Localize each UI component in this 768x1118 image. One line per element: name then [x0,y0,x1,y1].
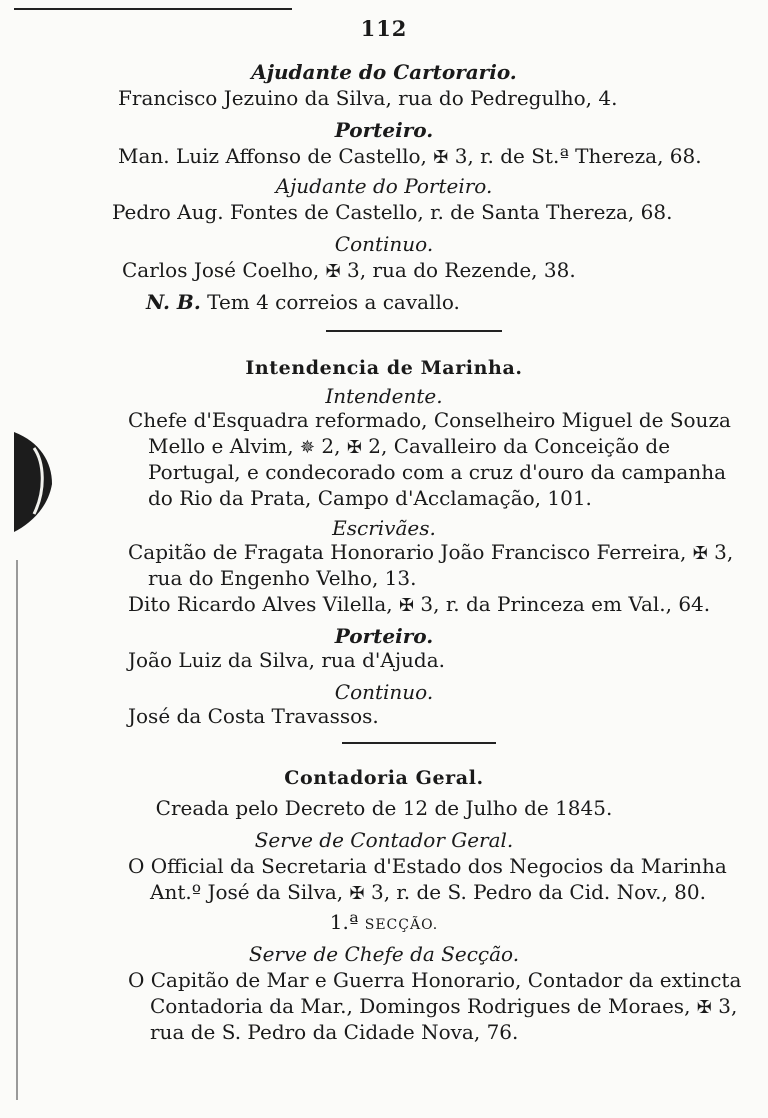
contadoria-heading: Contadoria Geral. [284,767,484,789]
ajudante-cartorario-title: Ajudante do Cartorario. [251,60,517,84]
nb-text: Tem 4 correios a cavallo. [207,290,460,314]
intendente-order-2: 2, Cavalleiro da Conceição de [368,434,671,458]
intendencia-heading: Intendencia de Marinha. [245,357,523,379]
intendencia-continuo-title: Continuo. [334,680,434,704]
intendente-name-part: Mello e Alvim, [148,434,294,458]
chefe-order: 3, [718,994,738,1018]
cross-icon: ✠ [692,543,708,564]
seccao-label: SECÇÃO. [364,917,439,933]
binding-shadow-mark [0,428,60,538]
escrivao-1-name: Capitão de Fragata Honorario João Francisco Ferreira, [128,540,687,564]
seccao-heading [0,910,768,937]
nb-label: N. B. [146,290,201,314]
intendente-order-1: 2, [321,434,341,458]
escrivao-2-name: Dito Ricardo Alves Vilella, [128,592,393,616]
binding-edge-line [16,560,18,1100]
nota-bene [146,290,460,314]
cross-icon: ✠ [696,997,712,1018]
escrivao-1-line-1 [128,540,733,566]
contador-line-2 [150,880,706,906]
ajudante-porteiro-title: Ajudante do Porteiro. [275,174,493,198]
chefe-line-1: O Capitão de Mar e Guerra Honorario, Contador da extincta [128,968,742,992]
intendente-line-2 [148,434,670,460]
chefe-seccao-title: Serve de Chefe da Secção. [248,942,520,966]
porteiro-address: 3, r. de St.ª Thereza, 68. [454,144,702,168]
top-rule [14,8,292,10]
contador-title: Serve de Contador Geral. [254,828,514,852]
escrivao-2-address: 3, r. da Princeza em Val., 64. [420,592,711,616]
porteiro-title: Porteiro. [334,118,434,142]
intendente-line-5: do Rio da Prata, Campo d'Acclamação, 101. [148,486,592,510]
continuo-title: Continuo. [334,232,434,256]
section-divider [342,742,496,744]
cross-icon: ✠ [346,437,362,458]
porteiro-entry [118,144,702,170]
seccao-number: 1.ª [329,910,359,934]
escrivao-1-line-2: rua do Engenho Velho, 13. [148,566,417,590]
page-number: 112 [360,16,408,41]
intendente-line-1: Chefe d'Esquadra reformado, Conselheiro Miguel de Souza [128,408,731,432]
ajudante-porteiro-entry: Pedro Aug. Fontes de Castello, r. de Santa Thereza, 68. [112,200,673,224]
intendencia-porteiro-entry: João Luiz da Silva, rua d'Ajuda. [128,648,445,672]
contadoria-decree: Creada pelo Decreto de 12 de Julho de 1845. [155,796,613,820]
escrivao-1-order: 3, [714,540,734,564]
escrivaes-title: Escrivães. [332,516,436,540]
cross-icon: ✠ [349,883,365,904]
continuo-address: 3, rua do Rezende, 38. [347,258,576,282]
cross-icon: ✠ [433,147,449,168]
contador-line-1: O Official da Secretaria d'Estado dos Negocios da Marinha [128,854,727,878]
chefe-line-2 [150,994,737,1020]
porteiro-name: Man. Luiz Affonso de Castello, [118,144,427,168]
chefe-name: Contadoria da Mar., Domingos Rodrigues de Moraes, [150,994,691,1018]
intendencia-porteiro-title: Porteiro. [334,624,434,648]
ajudante-cartorario-entry: Francisco Jezuino da Silva, rua do Pedregulho, 4. [118,86,618,110]
intendente-line-4: Portugal, e condecorado com a cruz d'ouro da campanha [148,460,727,484]
section-divider [326,330,502,332]
chefe-line-3: rua de S. Pedro da Cidade Nova, 76. [150,1020,519,1044]
cross-icon: ✠ [398,595,415,616]
continuo-entry [122,258,576,284]
escrivao-2 [128,592,710,618]
continuo-name: Carlos José Coelho, [122,258,320,282]
intendente-title: Intendente. [325,384,443,408]
intendencia-continuo-entry: José da Costa Travassos. [128,704,379,728]
contador-name: Ant.º José da Silva, [150,880,344,904]
star-cross-icon: ✵ [299,437,316,458]
cross-icon: ✠ [325,261,341,282]
contador-address: 3, r. de S. Pedro da Cid. Nov., 80. [370,880,706,904]
